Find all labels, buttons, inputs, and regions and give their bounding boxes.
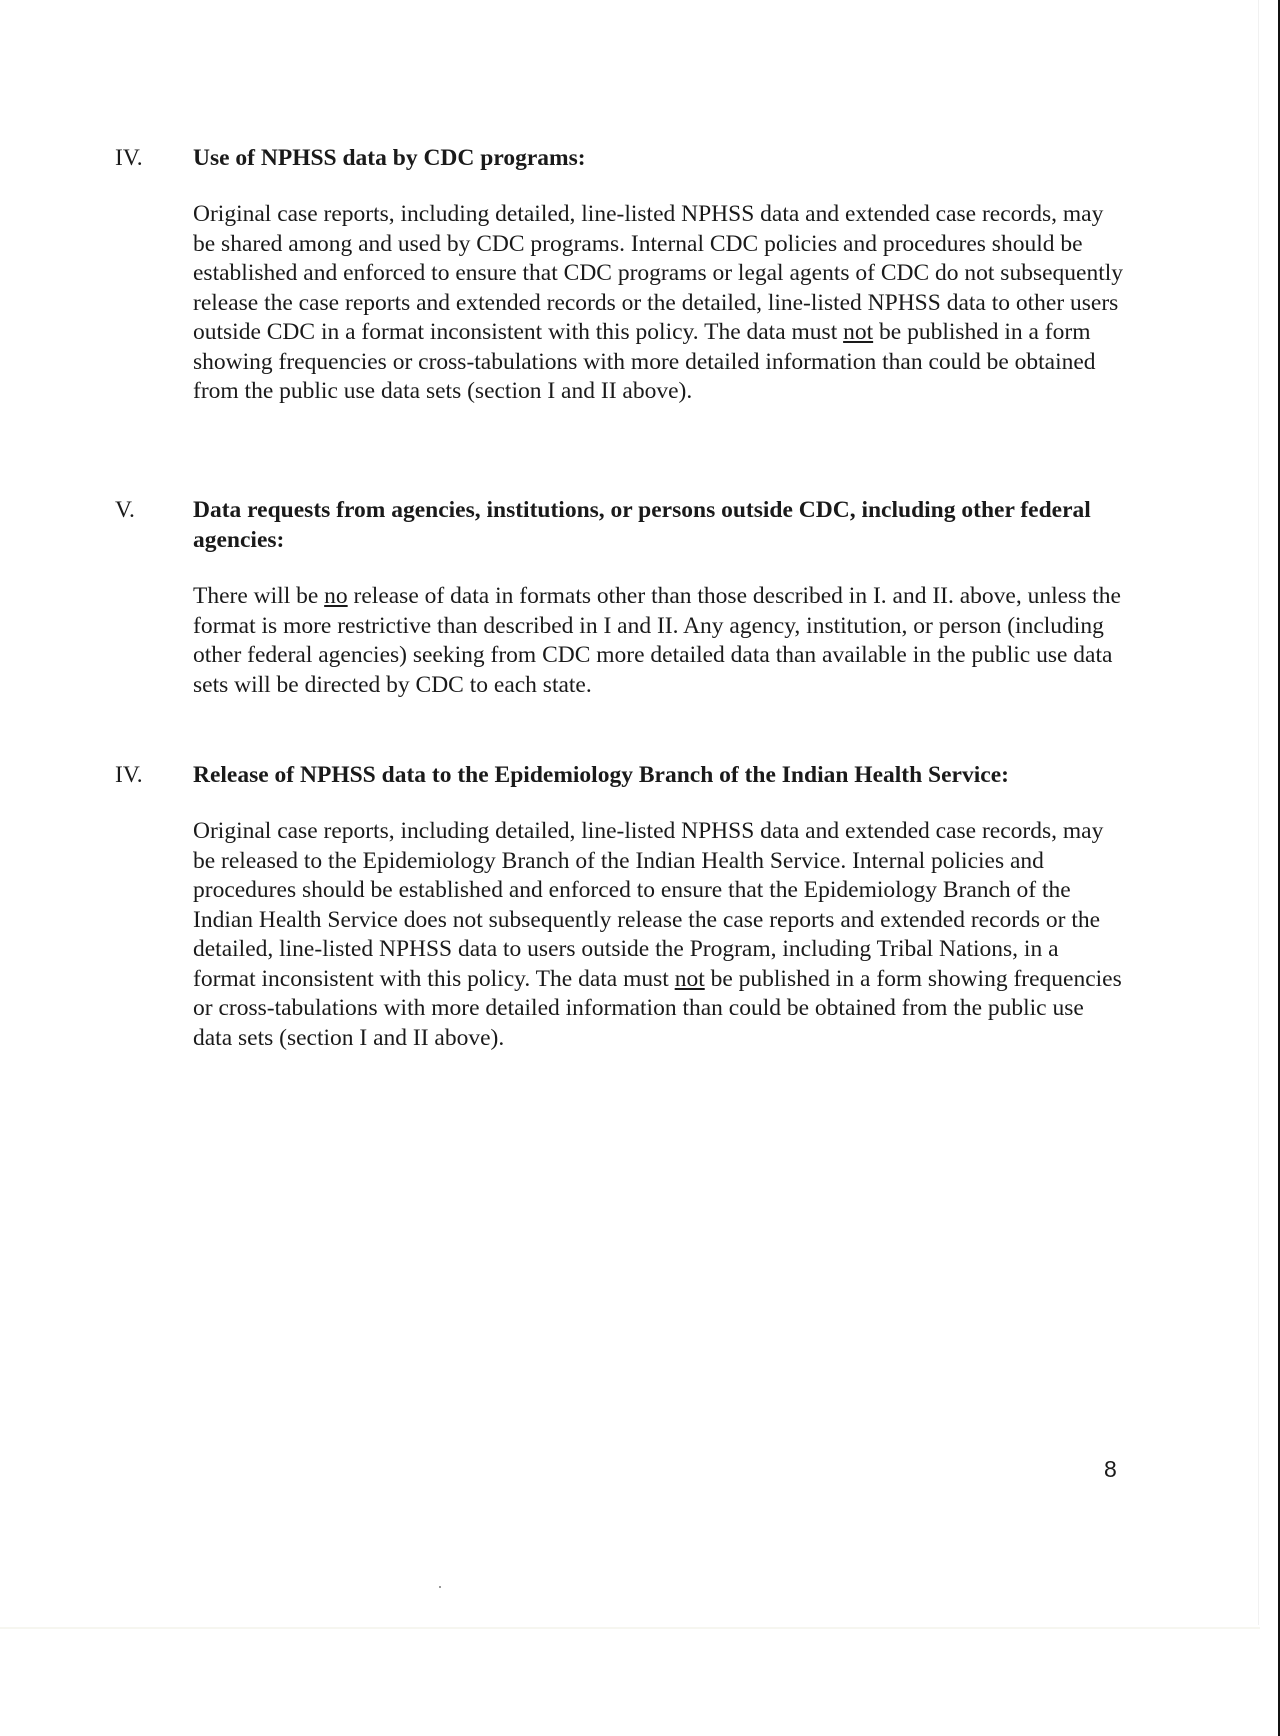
section-numeral: IV.: [115, 145, 143, 171]
body-text: Original case reports, including detailed, line-listed NPHSS data and extended case records, may be shared among and used by CDC programs. Internal CDC policies and procedures should be established and enforced to ensure that CDC programs or legal agents of CDC do not subsequently release the case reports and extended records or the detailed, line-listed NPHSS data to other users outside CDC in a format inconsistent with this policy. The data must: [193, 201, 1124, 345]
section-numeral: V.: [115, 497, 135, 523]
page-number: 8: [1104, 1456, 1117, 1482]
section-numeral: IV.: [115, 762, 143, 788]
section-use-by-cdc-programs: [115, 143, 1125, 407]
section-title: Data requests from agencies, institutions, or persons outside CDC, including other federal agencies:: [193, 497, 1091, 553]
section-title: Use of NPHSS data by CDC programs:: [193, 145, 586, 171]
section-body: [193, 582, 1125, 700]
body-text: release of data in formats other than those described in I. and II. above, unless the format is more restrictive than described in I and II. Any agency, institution, or person (including other federal agencies) seeking from CDC more detailed data than available in the public use data sets will be directed by CDC to each state.: [193, 583, 1121, 698]
body-text: Original case reports, including detailed, line-listed NPHSS data and extended case records, may be released to the Epidemiology Branch of the Indian Health Service. Internal policies and procedures should be established and enforced to ensure that the Epidemiology Branch of the Indian Health Service does not subsequently release the case reports and extended records or the detailed, line-listed NPHSS data to users outside the Program, including Tribal Nations, in a format inconsistent with this policy. The data must: [193, 818, 1104, 992]
body-text: be published in a form showing frequencies or cross-tabulations with more detailed information than could be obtained from the public use data sets (section I and II above).: [193, 965, 1122, 1051]
emphasis-underline: no: [324, 583, 348, 609]
emphasis-underline: not: [843, 319, 874, 345]
emphasis-underline: not: [674, 965, 705, 992]
section-outside-data-requests: [115, 495, 1125, 700]
scan-edge-bottom: [0, 1627, 1260, 1629]
section-body: [193, 200, 1125, 407]
section-heading: [115, 760, 1125, 790]
section-heading: [115, 143, 1125, 173]
section-title: Release of NPHSS data to the Epidemiology Branch of the Indian Health Service:: [193, 762, 1009, 788]
section-heading: [115, 495, 1125, 555]
body-text: There will be: [193, 583, 325, 609]
section-indian-health-service-release: [115, 760, 1125, 1053]
scan-speck: [439, 1586, 441, 1588]
body-text: be published in a form showing frequencies or cross-tabulations with more detailed information than could be obtained from the public use data sets (section I and II above).: [193, 319, 1096, 404]
scan-edge-faint: [1258, 0, 1259, 1625]
section-body: [193, 817, 1125, 1053]
